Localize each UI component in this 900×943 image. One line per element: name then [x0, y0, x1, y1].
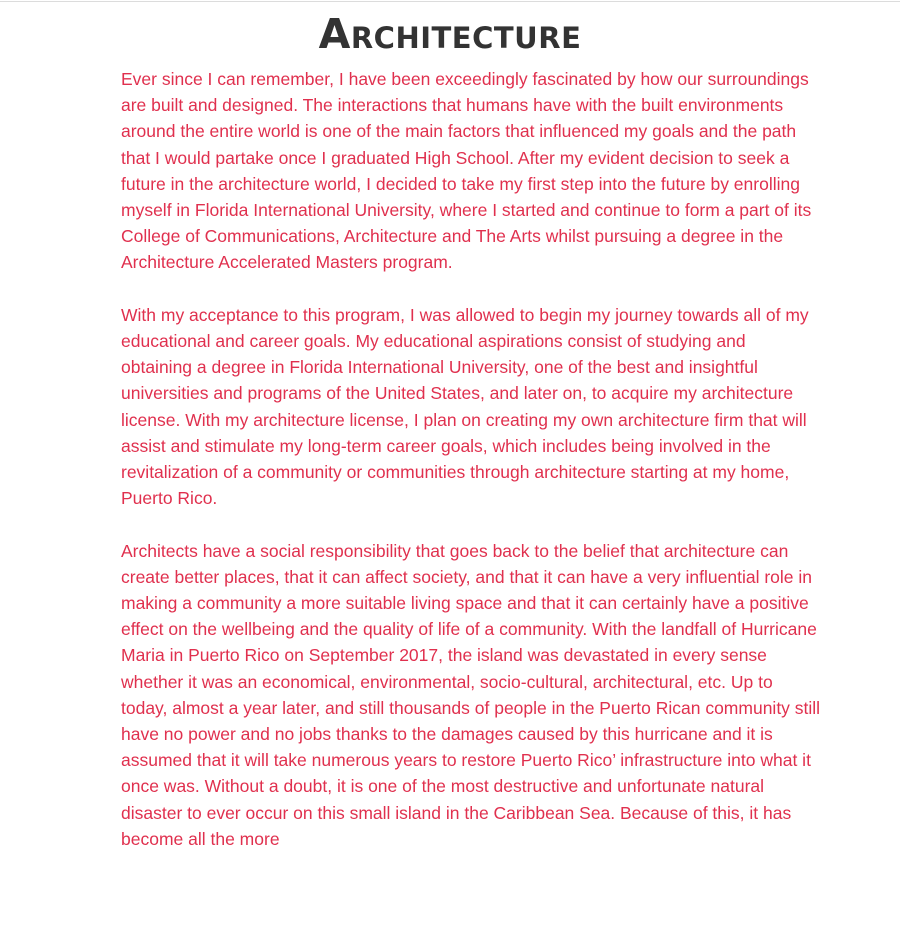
paragraph-3: Architects have a social responsibility that goes back to the belief that architecture can create better places, that it can affect society, and that it can have a very influential role in making a community a more suitable living space and that it can certainly have a positive effect on the wellbeing and the quality of life of a community. With the landfall of Hurricane Maria in Puerto Rico on September 2017, the island was devastated in every sense whether it was an economical, environmental, socio-cultural, architectural, etc. Up to today, almost a year later, and still thousands of people in the Puerto Rican community still have no power and no jobs thanks to the damages caused by this hurricane and it is assumed that it will take numerous years to restore Puerto Rico’ infrastructure into what it once was. Without a doubt, it is one of the most destructive and unfortunate natural disaster to ever occur on this small island in the Caribbean Sea. Because of this, it has become all the more: [121, 540, 821, 849]
page-title: Architecture: [318, 10, 582, 58]
paragraph-1: Ever since I can remember, I have been exceedingly fascinated by how our surroundings are built and designed. The interactions that humans have with the built environments around the entire world is one of the main factors that influenced my goals and the path that I would partake once I graduated High School. After my evident decision to seek a future in the architecture world, I decided to take my first step into the future by enrolling myself in Florida International University, where I started and continue to form a part of its College of Communications, Architecture and The Arts whilst pursuing a degree in the Architecture Accelerated Masters program.: [121, 69, 812, 273]
paragraph-2: With my acceptance to this program, I was allowed to begin my journey towards all of my educational and career goals. My educational aspirations consist of studying and obtaining a degree in Florida International University, one of the best and insightful universities and programs of the United States, and later on, to acquire my architecture license. With my architecture license, I plan on creating my own architecture firm that will assist and stimulate my long-term career goals, which includes being involved in the revitalization of a community or communities through architecture starting at my home, Puerto Rico.: [121, 304, 809, 509]
top-divider: [0, 1, 900, 2]
article-body: [121, 66, 821, 878]
